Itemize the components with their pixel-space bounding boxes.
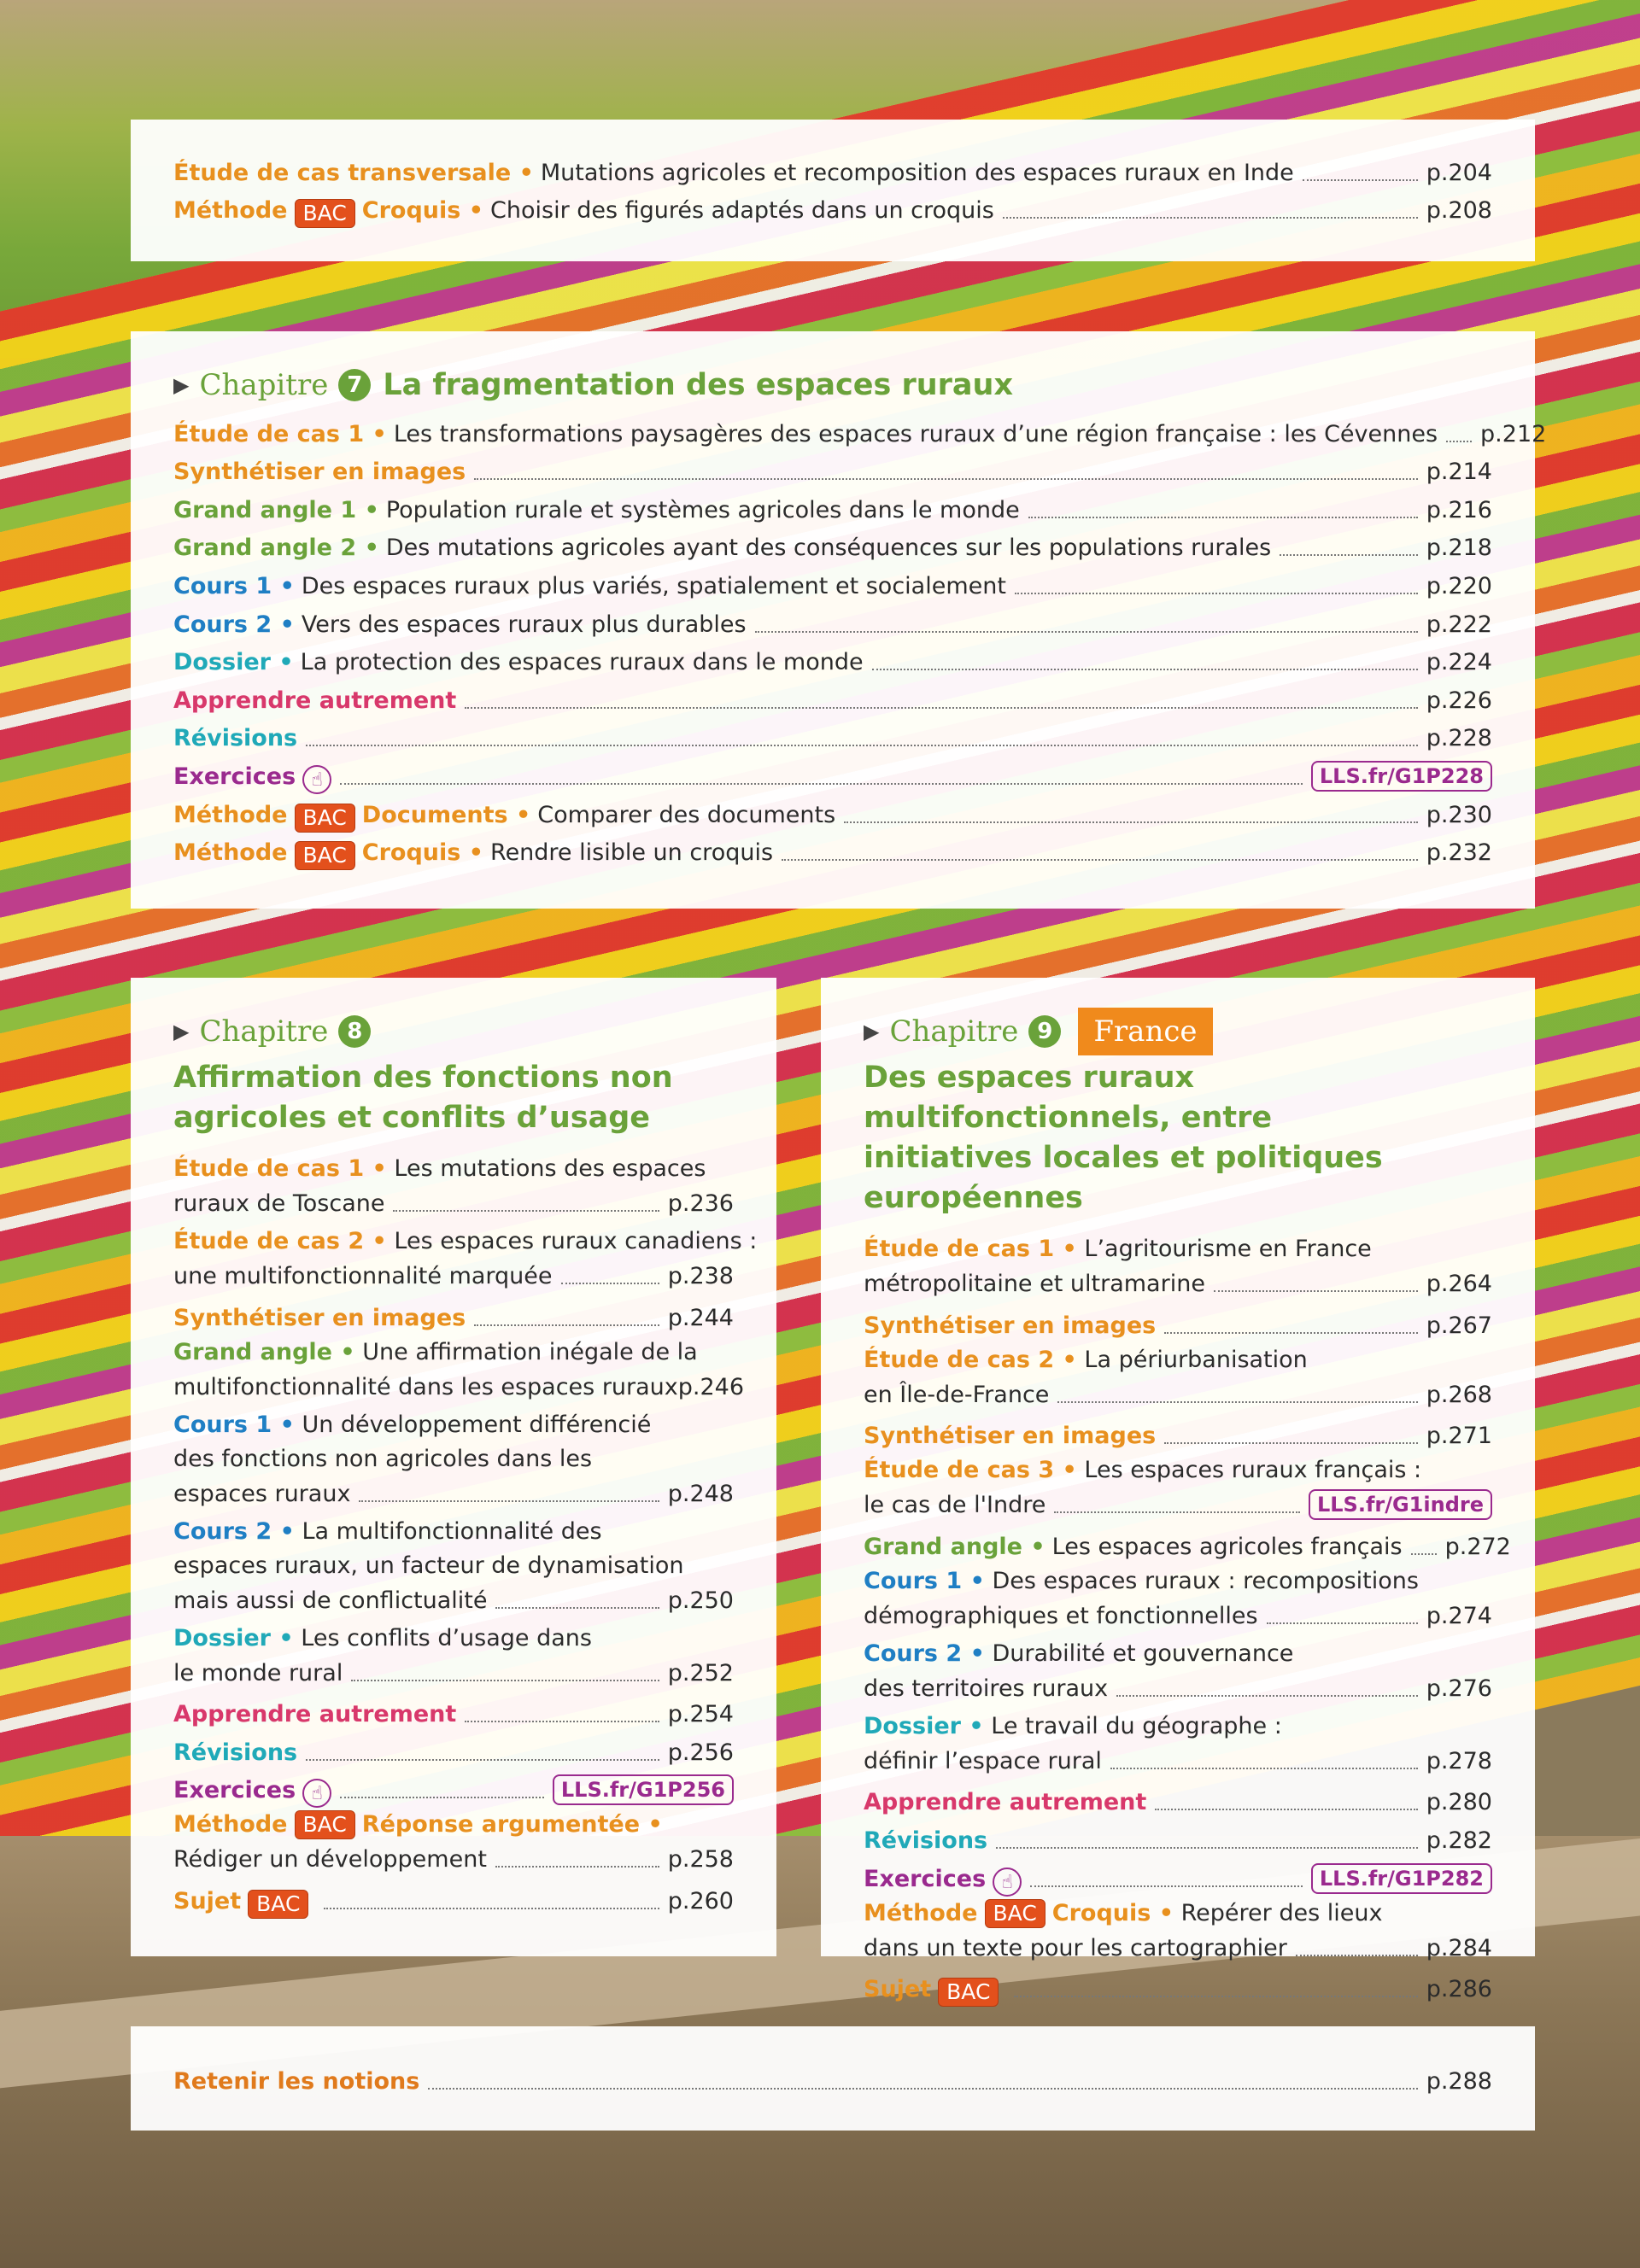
exercise-link[interactable]: LLS.fr/G1P282 (1311, 1863, 1492, 1894)
chapter-number-badge: 8 (338, 1015, 371, 1048)
chapter-word: Chapitre (199, 368, 329, 402)
toc-row[interactable]: Synthétiser en images p.244 (173, 1304, 734, 1331)
bac-badge: BAC (938, 1978, 999, 2007)
retain-label: Retenir les notions (173, 2067, 420, 2095)
bac-badge: BAC (295, 841, 355, 870)
chapter-title: La fragmentation des espaces ruraux (383, 368, 1014, 402)
touch-hand-icon: ☝ (993, 1868, 1022, 1897)
toc-row[interactable]: Étude de cas 1 • Les mutations des espaces ruraux de Toscane p.236 (173, 1155, 734, 1217)
toc-page: p.208 (1426, 197, 1492, 225)
toc-row[interactable]: Apprendre autrement p.254 (173, 1701, 734, 1728)
bac-badge: BAC (985, 1899, 1046, 1928)
toc-row[interactable]: Apprendre autrement p.280 (864, 1789, 1492, 1816)
triangle-icon: ▶ (173, 373, 190, 397)
toc-text: Mutations agricoles et recomposition des espaces ruraux en Inde (540, 159, 1294, 186)
toc-row[interactable]: Révisions p.228 (173, 725, 1492, 752)
toc-row[interactable]: Méthode BAC Réponse argumentée • Rédiger un développement p.258 (173, 1811, 734, 1873)
toc-row[interactable]: Dossier • Les conflits d’usage dans le monde rural p.252 (173, 1624, 734, 1686)
chapter-8-panel (131, 978, 776, 1956)
exercise-link[interactable]: LLS.fr/G1P256 (553, 1774, 734, 1805)
toc-row[interactable]: Apprendre autrement p.226 (173, 687, 1492, 714)
toc-row[interactable]: Synthétiser en images p.214 (173, 459, 1492, 486)
toc-row[interactable]: Cours 2 • Durabilité et gouvernance des territoires ruraux p.276 (864, 1640, 1492, 1702)
toc-row[interactable]: Grand angle 2 • Des mutations agricoles ayant des conséquences sur les populations rurales p.218 (173, 535, 1492, 562)
toc-row[interactable]: Étude de cas 1 • L’agritourisme en France métropolitaine et ultramarine p.264 (864, 1236, 1492, 1297)
toc-row[interactable]: Grand angle • Les espaces agricoles français p.272 (864, 1533, 1511, 1560)
toc-row[interactable]: Cours 2 • La multifonctionnalité des espaces ruraux, un facteur de dynamisation mais aussi de conflictualité p.250 (173, 1517, 734, 1614)
chapter-title: Des espaces ruraux multifonctionnels, entre initiatives locales et politiques européennes (864, 1061, 1383, 1215)
chapter-9-panel (821, 978, 1535, 2005)
toc-row[interactable]: Synthétiser en images p.271 (864, 1423, 1492, 1450)
chapter-7-panel (131, 331, 1547, 909)
toc-row[interactable]: Dossier • Le travail du géographe : définir l’espace rural p.278 (864, 1712, 1492, 1774)
toc-row[interactable]: Exercices ☝ LLS.fr/G1P228 (173, 756, 1492, 794)
triangle-icon: ▶ (173, 1020, 190, 1043)
toc-row[interactable]: Cours 2 • Vers des espaces ruraux plus durables p.222 (173, 611, 1492, 638)
toc-row[interactable]: Grand angle 1 • Population rurale et systèmes agricoles dans le monde p.216 (173, 496, 1492, 523)
touch-hand-icon: ☝ (302, 1779, 331, 1808)
toc-row[interactable]: Méthode BAC Documents • Comparer des documents p.230 (173, 794, 1492, 833)
toc-row[interactable]: Grand angle • Une affirmation inégale de la multifonctionnalité dans les espaces ruraux p.246 (173, 1338, 745, 1400)
toc-row[interactable]: Étude de cas 1 • Les transformations paysagères des espaces ruraux d’une région française : les Cévennes p.212 (173, 420, 1547, 447)
chapter-title: Affirmation des fonctions non agricoles et conflits d’usage (173, 1061, 673, 1135)
toc-row[interactable]: Méthode BAC Croquis • Rendre lisible un croquis p.232 (173, 833, 1492, 871)
france-tag: France (1078, 1008, 1212, 1055)
toc-row[interactable]: Synthétiser en images p.267 (864, 1312, 1492, 1339)
chapter-number-badge: 9 (1028, 1015, 1061, 1048)
chapter-header: ▶ Chapitre 9 France (864, 1010, 1492, 1053)
toc-label: Étude de cas transversale (173, 159, 512, 186)
exercise-link[interactable]: LLS.fr/G1P228 (1311, 761, 1492, 792)
toc-page: p.204 (1426, 159, 1492, 186)
bac-badge: BAC (295, 1810, 355, 1839)
bac-badge: BAC (295, 199, 355, 228)
touch-hand-icon: ☝ (302, 765, 331, 794)
toc-row[interactable]: Cours 1 • Un développement différencié des fonctions non agricoles dans les espaces ruraux p.248 (173, 1411, 734, 1507)
chapter-header: ▶ Chapitre 8 (173, 1010, 734, 1053)
toc-row[interactable]: Sujet BAC p.286 (864, 1969, 1492, 2008)
toc-row[interactable]: Révisions p.256 (173, 1739, 734, 1766)
toc-row[interactable]: Cours 1 • Des espaces ruraux plus variés, spatialement et socialement p.220 (173, 572, 1492, 599)
toc-row[interactable]: Méthode BAC Croquis • Repérer des lieux dans un texte pour les cartographier p.284 (864, 1899, 1492, 1961)
toc-row[interactable]: Révisions p.282 (864, 1827, 1492, 1854)
toc-row[interactable]: Exercices ☝ LLS.fr/G1P282 (864, 1858, 1492, 1897)
toc-row[interactable]: Étude de cas 3 • Les espaces ruraux français : le cas de l'Indre LLS.fr/G1indre (864, 1453, 1492, 1523)
bac-badge: BAC (295, 804, 355, 833)
chapter-number-badge: 7 (338, 369, 371, 401)
toc-row[interactable]: Étude de cas 2 • Les espaces ruraux canadiens : une multifonctionnalité marquée p.238 (173, 1228, 758, 1289)
bac-badge: BAC (248, 1890, 308, 1919)
toc-row[interactable]: Sujet BAC p.260 (173, 1880, 734, 1919)
retain-panel (131, 2026, 1535, 2131)
toc-row[interactable]: Étude de cas transversale • Mutations agricoles et recomposition des espaces ruraux en Inde p.204 (173, 152, 1492, 190)
toc-row[interactable]: Dossier • La protection des espaces ruraux dans le monde p.224 (173, 649, 1492, 676)
toc-row[interactable]: Cours 1 • Des espaces ruraux : recompositions démographiques et fonctionnelles p.274 (864, 1567, 1492, 1629)
toc-row[interactable] (173, 2060, 1492, 2099)
toc-row[interactable]: Étude de cas 2 • La périurbanisation en Île-de-France p.268 (864, 1346, 1492, 1408)
toc-text: Choisir des figurés adaptés dans un croquis (490, 197, 994, 225)
triangle-icon: ▶ (864, 1020, 880, 1043)
indre-link[interactable]: LLS.fr/G1indre (1309, 1489, 1492, 1520)
toc-page: p.288 (1426, 2067, 1492, 2095)
toc-row[interactable]: Méthode BAC Croquis • Choisir des figurés adaptés dans un croquis p.208 (173, 190, 1492, 229)
toc-panel-top (131, 120, 1535, 261)
toc-label: Méthode (173, 197, 288, 225)
chapter-header (173, 364, 1492, 406)
toc-row[interactable]: Exercices ☝ LLS.fr/G1P256 (173, 1770, 734, 1809)
toc-label-2: Croquis (361, 197, 461, 225)
